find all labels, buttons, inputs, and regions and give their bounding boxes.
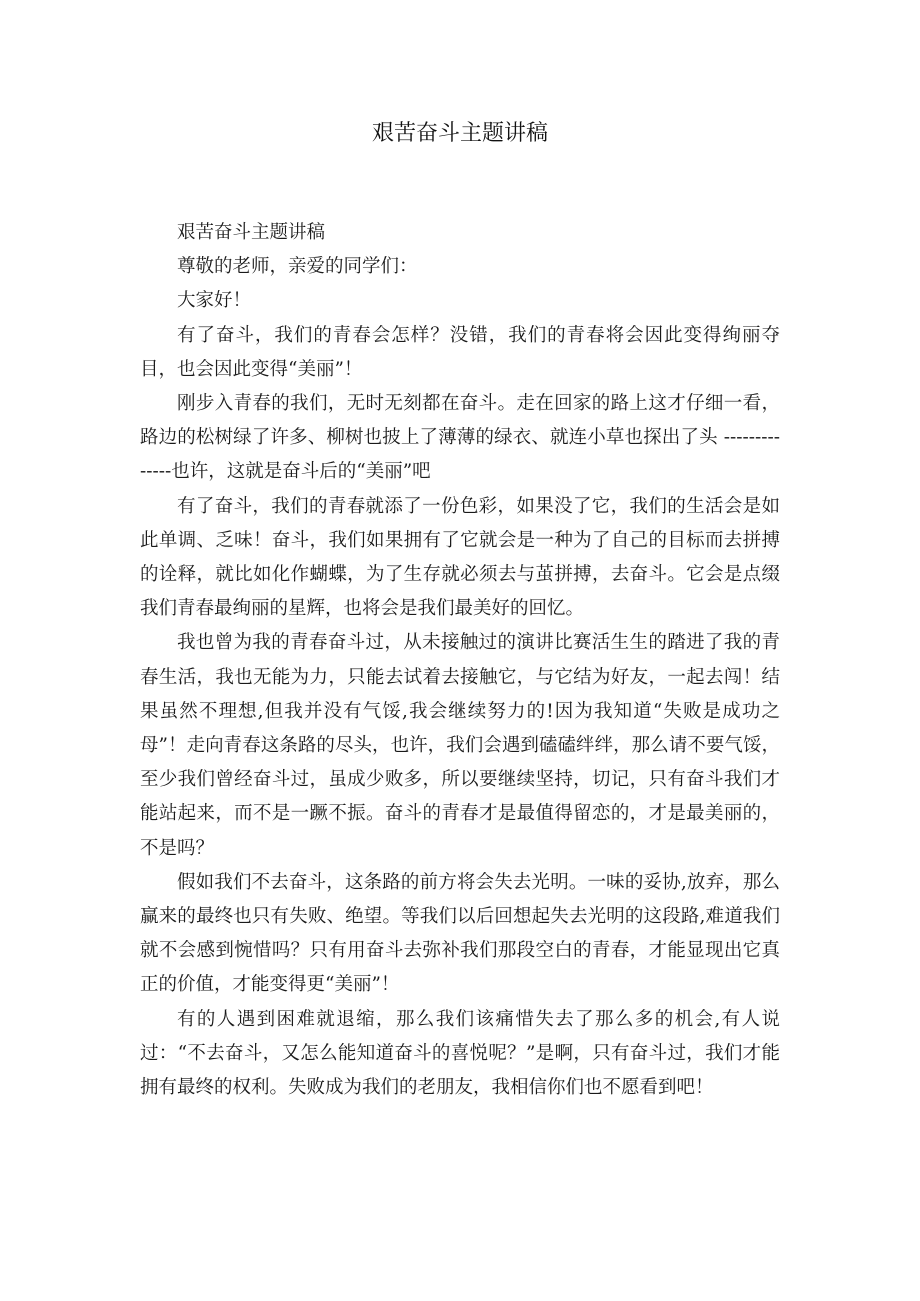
paragraph: 我也曾为我的青春奋斗过，从未接触过的演讲比赛活生生的踏进了我的青春生活，我也无能为力，只能去试着去接触它，与它结为好友，一起去闯！结果虽然不理想,但我并没有气馁,我会继续努力的!因为我知道“失败是成功之母”！走向青春这条路的尽头，也许，我们会遇到磕磕绊绊，那么请不要气馁，至少我们曾经奋斗过，虽成少败多，所以要继续坚持，切记，只有奋斗我们才能站起来，而不是一蹶不振。奋斗的青春才是最值得留恋的，才是最美丽的，不是吗？ xyxy=(140,632,780,859)
document-body xyxy=(140,216,780,1105)
paragraph: 有了奋斗，我们的青春会怎样？没错，我们的青春将会因此变得绚丽夺目，也会因此变得“美丽”！ xyxy=(140,324,780,380)
paragraph: 艰苦奋斗主题讲稿 xyxy=(177,222,326,243)
paragraph: 刚步入青春的我们，无时无刻都在奋斗。走在回家的路上这才仔细一看，路边的松树绿了许多、柳树也披上了薄薄的绿衣、就连小草也探出了头 --------------也许，这就是奋斗后的“美丽”吧 xyxy=(140,393,780,483)
paragraph: 假如我们不去奋斗，这条路的前方将会失去光明。一味的妥协,放弃，那么赢来的最终也只有失败、绝望。等我们以后回想起失去光明的这段路,难道我们就不会感到惋惜吗？只有用奋斗去弥补我们那段空白的青春，才能显现出它真正的价值，才能变得更“美丽”！ xyxy=(140,871,780,996)
document-title: 艰苦奋斗主题讲稿 xyxy=(371,121,548,146)
paragraph: 有的人遇到困难就退缩，那么我们该痛惜失去了那么多的机会,有人说过：“不去奋斗，又怎么能知道奋斗的喜悦呢？”是啊，只有奋斗过，我们才能拥有最终的权利。失败成为我们的老朋友，我相信你们也不愿看到吧！ xyxy=(140,1008,780,1099)
paragraph: 尊敬的老师，亲爱的同学们： xyxy=(177,256,418,278)
paragraph: 有了奋斗，我们的青春就添了一份色彩，如果没了它，我们的生活会是如此单调、乏味！奋斗，我们如果拥有了它就会是一种为了自己的目标而去拼搏的诠释，就比如化作蝴蝶，为了生存就必须去与茧拼搏，去奋斗。它会是点缀我们青春最绚丽的星辉，也将会是我们最美好的回忆。 xyxy=(140,495,780,620)
paragraph: 大家好！ xyxy=(177,290,252,312)
